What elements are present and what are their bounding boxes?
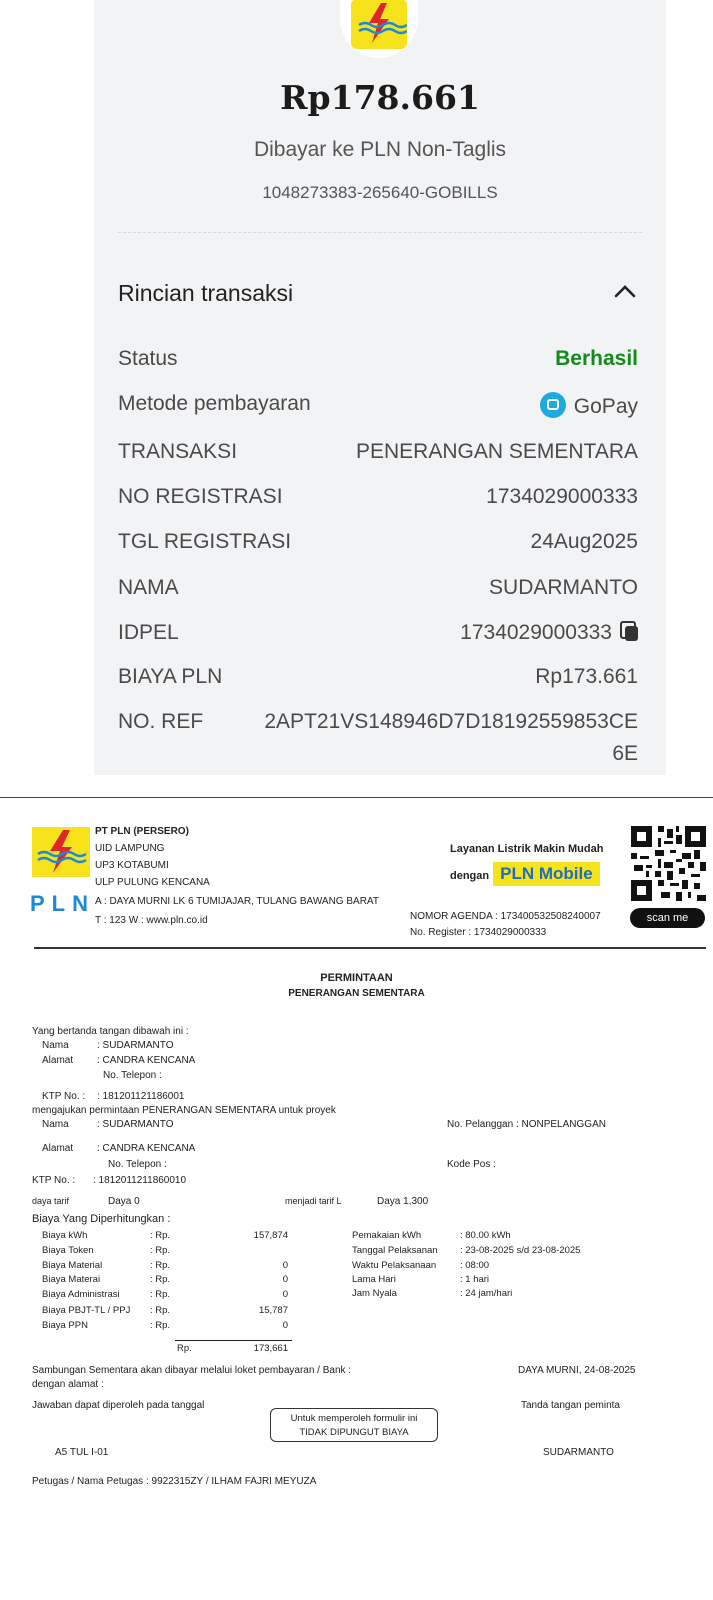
detail-value: 1734029000333	[486, 485, 638, 508]
detail-value: : 80.00 kWh	[460, 1230, 511, 1241]
biaya-heading: Biaya Yang Diperhitungkan :	[32, 1213, 171, 1225]
daya-tarif-label: daya tarif	[32, 1196, 70, 1206]
detail-label: Status	[118, 347, 178, 370]
cost-currency: : Rp.	[150, 1245, 171, 1256]
transaction-receipt-card	[94, 0, 666, 775]
intro-text: Yang bertanda tangan dibawah ini :	[32, 1026, 189, 1037]
cost-amount: 0	[282, 1289, 288, 1300]
cost-amount: 0	[282, 1320, 288, 1331]
daya-baru: Daya 1,300	[377, 1196, 429, 1207]
detail-value: 24Aug2025	[530, 530, 638, 553]
detail-label: NAMA	[118, 576, 179, 599]
chevron-up-icon[interactable]	[614, 284, 636, 298]
section-divider	[0, 797, 713, 798]
nama2-value: : SUDARMANTO	[97, 1119, 174, 1130]
up3-label: UP3 KOTABUMI	[95, 860, 169, 871]
mengajukan-text: mengajukan permintaan PENERANGAN SEMENTARA untuk proyek	[32, 1105, 336, 1116]
daya-awal: Daya 0	[108, 1196, 140, 1207]
office-contact: T : 123 W : www.pln.co.id	[95, 915, 208, 926]
pln-logo-icon	[32, 827, 90, 877]
cost-amount: 0	[282, 1260, 288, 1271]
cost-amount: 157,874	[253, 1230, 288, 1241]
kode-pos: Kode Pos :	[447, 1159, 496, 1170]
signature-label: Tanda tangan peminta	[521, 1400, 620, 1411]
merchant-logo-badge	[340, 0, 418, 58]
doc-subtitle: PENERANGAN SEMENTARA	[288, 988, 425, 999]
idpel-value	[460, 621, 638, 645]
payment-amount: Rp178.661	[280, 78, 480, 117]
detail-label: NO. REF	[118, 710, 204, 733]
ktp2-label: KTP No. :	[32, 1175, 76, 1186]
no-pelanggan: No. Pelanggan : NONPELANGGAN	[447, 1119, 606, 1130]
form-code: A5 TUL I-01	[55, 1447, 109, 1458]
doc-title: PERMINTAAN	[320, 972, 393, 984]
telepon-label: No. Telepon :	[103, 1070, 162, 1081]
payment-method-value	[540, 392, 638, 419]
ktp2-value: : 1812011211860010	[93, 1175, 187, 1186]
slogan-line2	[450, 862, 600, 886]
note-line2: TIDAK DIPUNGUT BIAYA	[299, 1427, 409, 1438]
qr-code-icon	[631, 826, 706, 901]
nomor-agenda: NOMOR AGENDA : 173400532508240007	[410, 911, 601, 922]
cost-label: Biaya Materai	[42, 1274, 101, 1285]
detail-row-biaya-pln	[118, 665, 638, 695]
jawaban-text: Jawaban dapat diperoleh pada tanggal	[32, 1400, 205, 1411]
slogan-dengan: dengan	[450, 870, 490, 882]
detail-value: Rp173.661	[535, 665, 638, 688]
cost-amount: 0	[282, 1274, 288, 1285]
bill-id: 1048273383-265640-GOBILLS	[262, 183, 498, 202]
header-rule	[34, 947, 706, 949]
gopay-wallet-icon	[540, 392, 566, 418]
detail-value: 1734029000333	[460, 621, 612, 644]
cost-currency: : Rp.	[150, 1289, 171, 1300]
detail-value: 2APT21VS148946D7D18192559853CE	[264, 710, 638, 733]
total-amount: 173,661	[253, 1343, 288, 1354]
detail-label: BIAYA PLN	[118, 665, 223, 688]
detail-label: Lama Hari	[352, 1274, 396, 1285]
pln-mobile-badge: PLN Mobile	[493, 862, 600, 886]
cost-label: Biaya Administrasi	[42, 1289, 120, 1300]
detail-label: TRANSAKSI	[118, 440, 238, 463]
cost-currency: : Rp.	[150, 1320, 171, 1331]
detail-label: Tanggal Pelaksanan	[352, 1245, 438, 1256]
detail-label: Waktu Pelaksanaan	[352, 1260, 437, 1271]
cost-label: Biaya Token	[42, 1245, 94, 1256]
alamat-value: : CANDRA KENCANA	[97, 1055, 196, 1066]
detail-label: Pemakaian kWh	[352, 1230, 422, 1241]
nama2-label: Nama	[42, 1119, 69, 1130]
uid-label: UID LAMPUNG	[95, 843, 165, 854]
detail-value: PENERANGAN SEMENTARA	[356, 440, 638, 463]
cost-label: Biaya Material	[42, 1260, 103, 1271]
no-register: No. Register : 1734029000333	[410, 927, 547, 938]
detail-value-cont: 6E	[612, 742, 638, 765]
cost-label: Biaya kWh	[42, 1230, 88, 1241]
transaction-details-title: Rincian transaksi	[118, 280, 294, 306]
detail-value: SUDARMANTO	[489, 576, 638, 599]
detail-value: : 1 hari	[460, 1274, 490, 1285]
detail-row-payment-method	[118, 392, 638, 422]
alamat2-label: Alamat	[42, 1143, 74, 1154]
alamat-label: Alamat	[42, 1055, 74, 1066]
paid-to-label: Dibayar ke PLN Non-Taglis	[253, 138, 507, 161]
telepon2-label: No. Telepon :	[108, 1159, 167, 1170]
cost-label: Biaya PPN	[42, 1320, 88, 1331]
free-form-note	[270, 1408, 438, 1442]
sambungan-text: Sambungan Sementara akan dibayar melalui loket pembayaran / Bank :	[32, 1365, 352, 1376]
pln-wordmark: PLN	[30, 891, 95, 916]
cost-currency: : Rp.	[150, 1260, 171, 1271]
detail-row-no-ref	[118, 710, 638, 770]
detail-label: IDPEL	[118, 621, 179, 644]
cost-label: Biaya PBJT-TL / PPJ	[42, 1305, 131, 1316]
total-currency: Rp.	[177, 1343, 192, 1354]
alamat2-value: : CANDRA KENCANA	[97, 1143, 196, 1154]
total-underline	[175, 1340, 292, 1341]
cost-currency: : Rp.	[150, 1305, 171, 1316]
detail-row-tgl-registrasi	[118, 530, 638, 560]
detail-row-no-registrasi	[118, 485, 638, 515]
signer-name: SUDARMANTO	[543, 1447, 614, 1458]
company-name: PT PLN (PERSERO)	[95, 826, 189, 837]
detail-row-transaksi	[118, 440, 638, 470]
detail-value: : 24 jam/hari	[460, 1288, 513, 1299]
menjadi-tarif: menjadi tarif L	[285, 1196, 342, 1206]
copy-icon[interactable]	[620, 621, 638, 641]
petugas-info: Petugas / Nama Petugas : 9922315ZY / ILHAM FAJRI MEYUZA	[32, 1476, 317, 1487]
status-value: Berhasil	[555, 347, 638, 370]
dengan-alamat: dengan alamat :	[32, 1379, 104, 1390]
detail-label: Metode pembayaran	[118, 392, 311, 415]
note-line1: Untuk memperoleh formulir ini	[290, 1413, 418, 1424]
detail-row-nama	[118, 576, 638, 606]
cost-amount: 15,787	[258, 1305, 288, 1316]
nama-label: Nama	[42, 1040, 69, 1051]
slogan-line1: Layanan Listrik Makin Mudah	[450, 843, 604, 855]
gopay-label: GoPay	[573, 395, 638, 418]
detail-value: : 23-08-2025 s/d 23-08-2025	[460, 1245, 581, 1256]
scan-me-badge: scan me	[630, 908, 705, 928]
detail-label: NO REGISTRASI	[118, 485, 283, 508]
ktp1-label: KTP No. :	[42, 1091, 86, 1102]
detail-label: TGL REGISTRASI	[118, 530, 292, 553]
dashed-divider	[118, 232, 642, 233]
ktp1-value: : 181201121186001	[97, 1091, 185, 1102]
detail-label: Jam Nyala	[352, 1288, 397, 1299]
cost-currency: : Rp.	[150, 1230, 171, 1241]
pln-logo-icon	[351, 0, 407, 49]
place-date: DAYA MURNI, 24-08-2025	[518, 1365, 636, 1376]
nama-value: : SUDARMANTO	[97, 1040, 174, 1051]
detail-row-idpel	[118, 621, 638, 651]
cost-currency: : Rp.	[150, 1274, 171, 1285]
detail-row-status	[118, 347, 638, 377]
office-address: A : DAYA MURNI LK 6 TUMIJAJAR, TULANG BAWANG BARAT	[95, 896, 379, 907]
detail-value: : 08:00	[460, 1260, 490, 1271]
ulp-label: ULP PULUNG KENCANA	[95, 877, 210, 888]
